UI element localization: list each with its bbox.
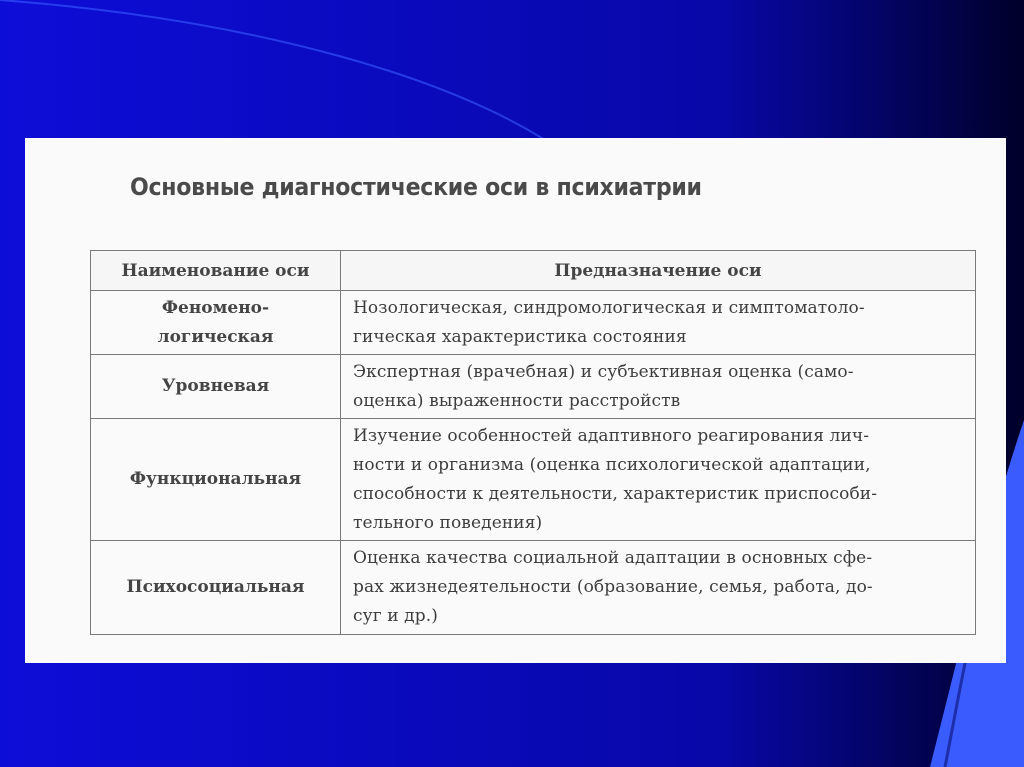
axis-name-line: Феномено- bbox=[161, 297, 270, 318]
table-row bbox=[91, 355, 976, 419]
axis-purpose-line: суг и др.) bbox=[353, 606, 438, 626]
axis-purpose-line: Оценка качества социальной адаптации в основных сфе- bbox=[353, 548, 873, 568]
axis-purpose bbox=[341, 355, 976, 419]
axis-name-line: логическая bbox=[157, 326, 274, 347]
axis-purpose-line: тельного поведения) bbox=[353, 513, 543, 533]
slide-title: Основные диагностические оси в психиатрии bbox=[130, 173, 702, 201]
axes-table bbox=[90, 250, 976, 635]
axis-name bbox=[91, 419, 341, 541]
axis-name bbox=[91, 355, 341, 419]
table-row bbox=[91, 419, 976, 541]
axis-name bbox=[91, 291, 341, 355]
axis-purpose bbox=[341, 419, 976, 541]
axis-purpose bbox=[341, 541, 976, 635]
table-row bbox=[91, 291, 976, 355]
axis-purpose-line: Изучение особенностей адаптивного реагирования лич- bbox=[353, 426, 870, 446]
axis-name-line: Функциональная bbox=[129, 469, 302, 489]
content-card bbox=[25, 138, 1006, 663]
axis-purpose-line: гическая характеристика состояния bbox=[353, 327, 687, 347]
axis-purpose-line: ности и организма (оценка психологической адаптации, bbox=[353, 455, 871, 475]
header-axis-name: Наименование оси bbox=[91, 251, 341, 291]
table-header-row bbox=[91, 251, 976, 291]
axis-name-line: Психосоциальная bbox=[126, 577, 305, 597]
header-axis-purpose: Предназначение оси bbox=[341, 251, 976, 291]
axis-purpose-line: Экспертная (врачебная) и субъективная оценка (само- bbox=[353, 362, 854, 382]
axis-name-line: Уровневая bbox=[161, 376, 270, 396]
axis-purpose-line: рах жизнедеятельности (образование, семья, работа, до- bbox=[353, 577, 873, 597]
axis-purpose bbox=[341, 291, 976, 355]
axis-purpose-line: Нозологическая, синдромологическая и симптоматоло- bbox=[353, 298, 865, 318]
axis-purpose-line: оценка) выраженности расстройств bbox=[353, 391, 681, 411]
table-row bbox=[91, 541, 976, 635]
axis-purpose-line: способности к деятельности, характеристик приспособи- bbox=[353, 484, 878, 504]
axis-name bbox=[91, 541, 341, 635]
